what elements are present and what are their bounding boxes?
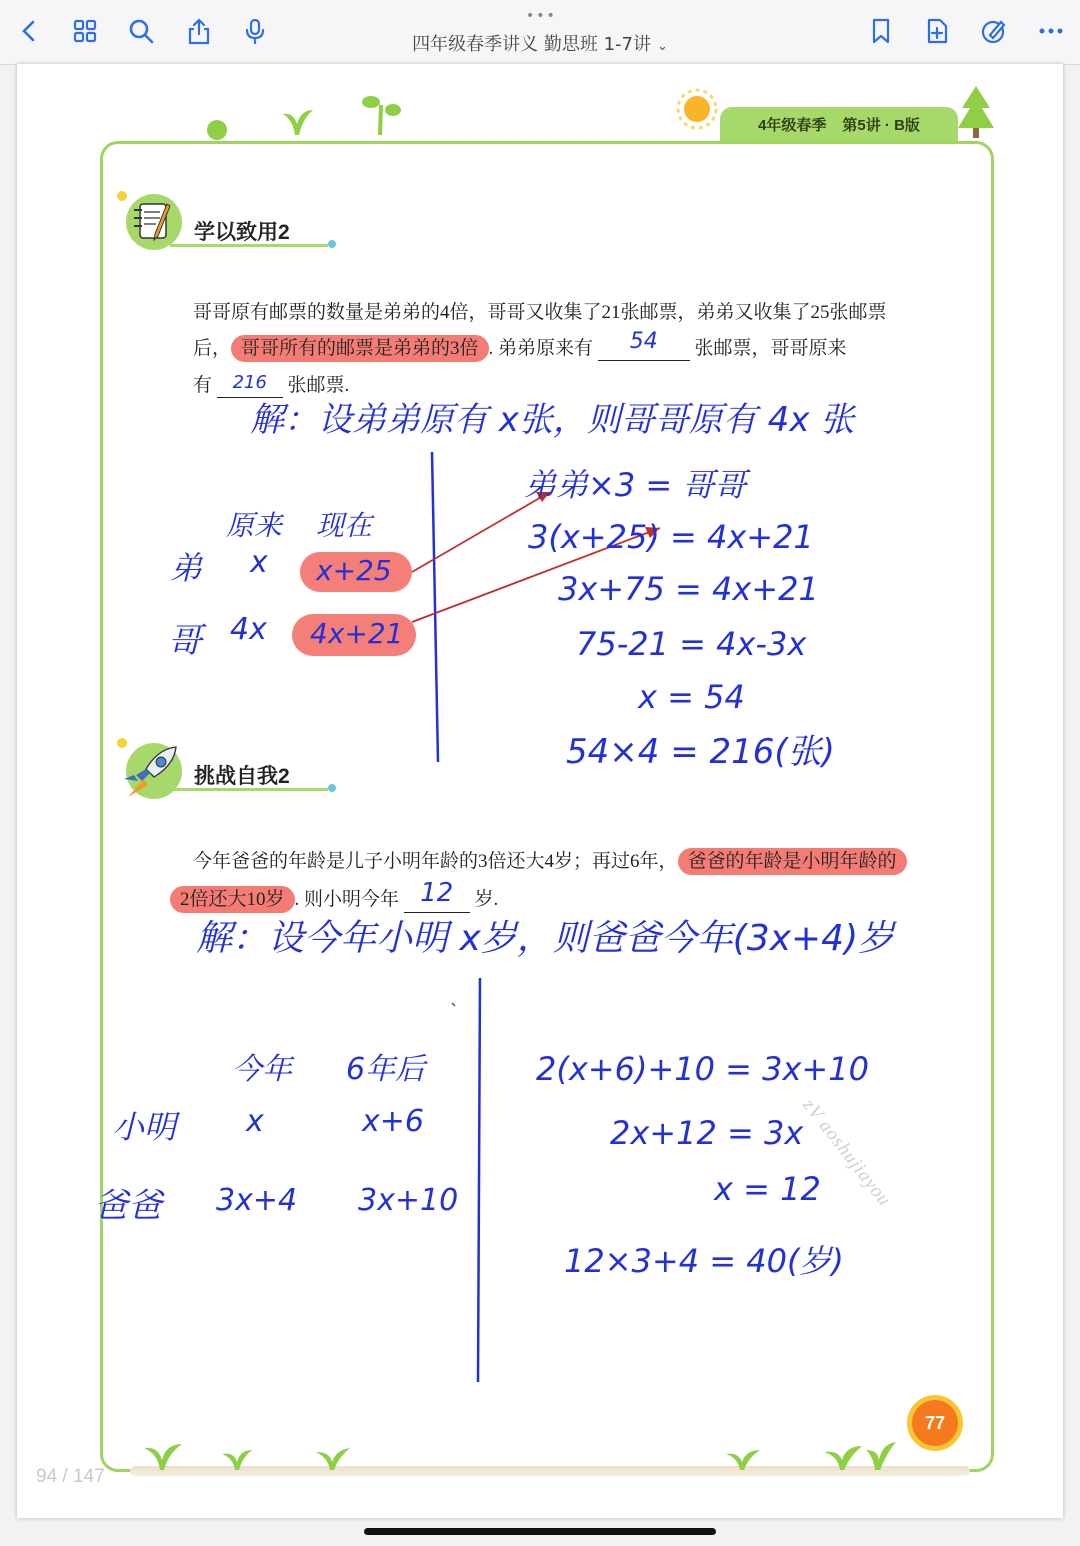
document-title[interactable]: 四年级春季讲义 勤思班 1-7讲 ⌄	[412, 34, 668, 55]
handwritten-column-after: 6年后	[346, 1052, 426, 1087]
handwritten-equation: 3(x+25) = 4x+21	[528, 518, 814, 556]
lecture-label: 第5讲 · B版	[842, 116, 920, 134]
handwritten-equation: 3x+75 = 4x+21	[558, 570, 819, 608]
handwritten-cell: 3x+10	[358, 1183, 459, 1218]
handwritten-equation: 54×4 = 216(张)	[566, 732, 835, 772]
watermark-text: zV aoshujiayou	[798, 1095, 896, 1211]
handwritten-equation: 2x+12 = 3x	[610, 1114, 804, 1152]
problem1-line3: 有 216 张邮票.	[193, 372, 350, 396]
handwritten-equation: x = 54	[638, 678, 745, 716]
handwritten-equation: 75-21 = 4x-3x	[576, 625, 807, 663]
chevron-down-icon: ⌄	[656, 39, 668, 54]
section-underline	[170, 788, 328, 791]
handwritten-row-brother: 弟	[170, 549, 203, 587]
answer-blank[interactable]: 54	[598, 335, 690, 361]
handwritten-solution-intro: 解：设弟弟原有 x张，则哥哥原有 4x 张	[250, 400, 855, 440]
handwritten-cell: 4x+21	[310, 617, 404, 650]
problem2-line1: 今年爸爸的年龄是儿子小明年龄的3倍还大4岁；再过6年， 爸爸的年龄是小明年龄的	[193, 846, 907, 873]
handwritten-column-now: 今年	[232, 1052, 292, 1087]
answer-blank[interactable]: 12	[404, 882, 470, 913]
problem1-line1: 哥哥原有邮票的数量是弟弟的4倍，哥哥又收集了21张邮票，弟弟又收集了25张邮票	[193, 302, 887, 323]
highlight-mark: 哥哥所有的邮票是弟弟的3倍	[231, 335, 489, 362]
handwritten-cell: 3x+4	[216, 1183, 298, 1218]
dot-decoration-icon	[328, 784, 336, 792]
answer-blank[interactable]: 216	[217, 375, 283, 398]
section-title-challenge: 挑战自我2	[194, 765, 290, 788]
handwritten-equation: 2(x+6)+10 = 3x+10	[536, 1050, 869, 1088]
handwritten-equation: x = 12	[714, 1170, 821, 1208]
handwritten-equation: 12×3+4 = 40(岁)	[564, 1242, 844, 1280]
grass-sprouts-icon	[130, 1432, 960, 1472]
highlight-mark: 2倍还大10岁	[170, 886, 295, 913]
handwritten-cell: x	[250, 545, 268, 580]
rocket-icon	[114, 735, 190, 805]
grade-label: 4年级春季	[758, 116, 827, 134]
page-counter: 94 / 147	[36, 1466, 105, 1487]
home-indicator[interactable]	[364, 1528, 716, 1535]
handwritten-row-dad: 爸爸	[94, 1186, 162, 1226]
section-title-apply: 学以致用2	[194, 221, 290, 244]
handwritten-cell: x+25	[316, 554, 392, 587]
handwritten-cell: 4x	[230, 612, 267, 647]
handwritten-column-before: 原来	[226, 509, 283, 542]
problem1-line2: 后， 哥哥所有的邮票是弟弟的3倍 . 弟弟原来有 54 张邮票，哥哥原来	[193, 333, 847, 361]
handwritten-cell: x+6	[362, 1104, 424, 1139]
handwritten-row-son: 小明	[112, 1108, 177, 1146]
handwritten-equation: 弟弟×3 = 哥哥	[524, 466, 747, 504]
window-grabber[interactable]: •••	[526, 8, 557, 24]
handwritten-cell: x	[246, 1104, 264, 1139]
handwritten-column-now: 现在	[316, 509, 373, 542]
handwritten-solution-intro: 解：设今年小明 x岁，则爸爸今年(3x+4)岁	[196, 918, 895, 959]
handwritten-row-elder: 哥	[168, 621, 202, 661]
problem2-line2: 2倍还大10岁 . 则小明今年 12 岁.	[170, 882, 498, 913]
highlight-mark: 爸爸的年龄是小明年龄的	[678, 848, 907, 875]
page-number-badge: 77	[912, 1400, 958, 1446]
